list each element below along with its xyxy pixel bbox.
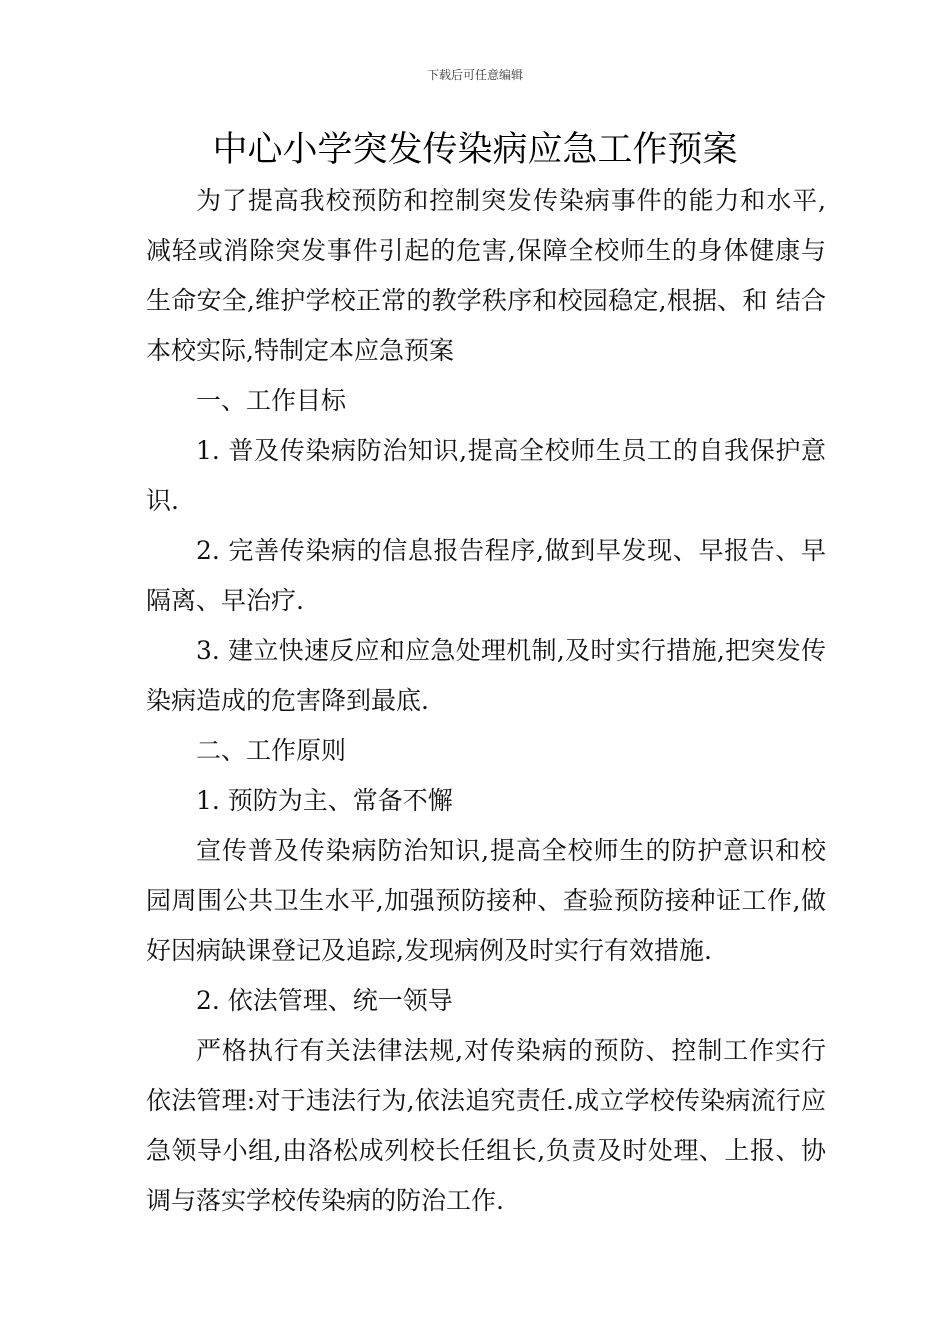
intro-paragraph: 为了提高我校预防和控制突发传染病事件的能力和水平,减轻或消除突发事件引起的危害,保障全校师生的身体健康与生命安全,维护学校正常的教学秩序和校园稳定,根据、和 结合本校实际,特制定本应急预案 (146, 186, 826, 365)
principle-heading-2: 2. 依法管理、统一领导 (196, 986, 453, 1015)
principle-body-1: 宣传普及传染病防治知识,提高全校师生的防护意识和校园周围公共卫生水平,加强预防接种、查验预防接种证工作,做好因病缺课登记及追踪,发现病例及时实行有效措施. (146, 836, 826, 965)
document-title: 中心小学突发传染病应急工作预案 (212, 130, 738, 170)
goal-item-1: 1. 普及传染病防治知识,提高全校师生员工的自我保护意识. (146, 436, 826, 515)
principle-body-2: 严格执行有关法律法规,对传染病的预防、控制工作实行依法管理:对于违法行为,依法追究责任.成立学校传染病流行应急领导小组,由洛松成列校长任组长,负责及时处理、上报、协调与落实学校传染病的防治工作. (146, 1036, 826, 1215)
goal-item-3: 3. 建立快速反应和应急处理机制,及时实行措施,把突发传染病造成的危害降到最底. (146, 636, 826, 715)
section-heading-principles: 二、工作原则 (196, 736, 347, 765)
section-heading-goals: 一、工作目标 (196, 386, 347, 415)
header-note: 下载后可任意编辑 (426, 68, 523, 82)
goal-item-2: 2. 完善传染病的信息报告程序,做到早发现、早报告、早隔离、早治疗. (146, 536, 826, 615)
principle-heading-1: 1. 预防为主、常备不懈 (196, 786, 453, 815)
document-body (146, 176, 826, 1226)
